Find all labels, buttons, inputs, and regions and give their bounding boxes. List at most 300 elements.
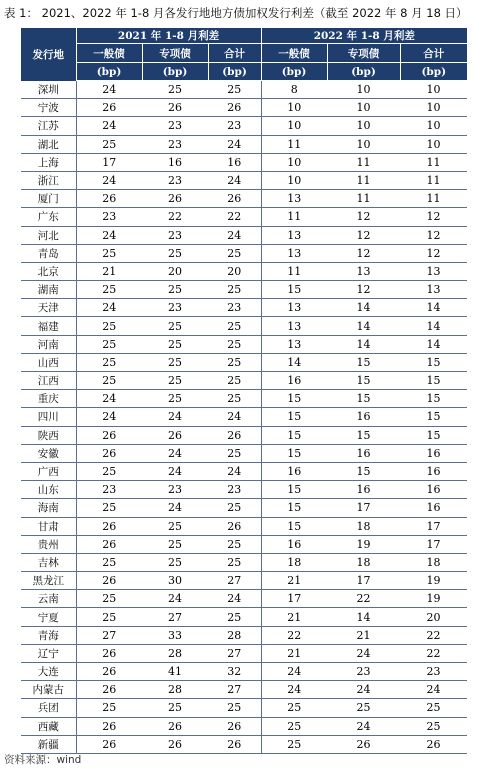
cell-2022-total: 14 <box>400 317 467 335</box>
cell-2021-general: 25 <box>76 699 142 717</box>
cell-2021-special: 24 <box>142 444 208 462</box>
cell-region: 新疆 <box>21 735 76 753</box>
table-row <box>21 390 467 408</box>
cell-2022-total: 15 <box>400 390 467 408</box>
cell-2022-general: 16 <box>261 372 327 390</box>
cell-region: 四川 <box>21 408 76 426</box>
cell-region: 浙江 <box>21 171 76 189</box>
table-row <box>21 644 467 662</box>
cell-2021-special: 27 <box>142 608 208 626</box>
cell-region: 西藏 <box>21 717 76 735</box>
cell-2021-special: 25 <box>142 699 208 717</box>
cell-2022-total: 15 <box>400 372 467 390</box>
cell-2021-general: 25 <box>76 244 142 262</box>
cell-2022-general: 10 <box>261 117 327 135</box>
cell-2022-general: 13 <box>261 190 327 208</box>
cell-2022-total: 11 <box>400 171 467 189</box>
cell-2021-general: 25 <box>76 462 142 480</box>
table-row <box>21 481 467 499</box>
cell-2022-total: 16 <box>400 481 467 499</box>
cell-region: 江苏 <box>21 117 76 135</box>
cell-region: 湖南 <box>21 281 76 299</box>
cell-2021-special: 33 <box>142 626 208 644</box>
cell-2022-special: 25 <box>327 699 400 717</box>
cell-2022-total: 13 <box>400 281 467 299</box>
cell-2021-total: 25 <box>208 81 261 99</box>
table-row <box>21 372 467 390</box>
table-row <box>21 517 467 535</box>
cell-region: 陕西 <box>21 426 76 444</box>
cell-2022-general: 24 <box>261 681 327 699</box>
table-row <box>21 608 467 626</box>
cell-2021-general: 24 <box>76 171 142 189</box>
cell-2021-general: 27 <box>76 626 142 644</box>
cell-region: 云南 <box>21 590 76 608</box>
cell-2021-general: 21 <box>76 262 142 280</box>
cell-2021-total: 24 <box>208 462 261 480</box>
cell-2022-total: 14 <box>400 335 467 353</box>
cell-region: 辽宁 <box>21 644 76 662</box>
cell-2022-total: 16 <box>400 462 467 480</box>
table-row <box>21 735 467 753</box>
cell-2022-total: 11 <box>400 190 467 208</box>
cell-2022-special: 16 <box>327 481 400 499</box>
cell-2022-total: 12 <box>400 208 467 226</box>
table-row <box>21 153 467 171</box>
cell-2022-total: 15 <box>400 426 467 444</box>
table-row <box>21 626 467 644</box>
cell-region: 黑龙江 <box>21 572 76 590</box>
cell-2021-total: 25 <box>208 335 261 353</box>
cell-2022-general: 15 <box>261 481 327 499</box>
cell-region: 河北 <box>21 226 76 244</box>
cell-2022-special: 14 <box>327 299 400 317</box>
cell-2022-total: 16 <box>400 444 467 462</box>
cell-2022-total: 15 <box>400 408 467 426</box>
cell-2021-special: 23 <box>142 481 208 499</box>
cell-2022-total: 10 <box>400 117 467 135</box>
cell-2021-total: 24 <box>208 171 261 189</box>
cell-2022-special: 10 <box>327 135 400 153</box>
cell-2022-general: 11 <box>261 208 327 226</box>
table-row <box>21 663 467 681</box>
cell-2021-general: 26 <box>76 535 142 553</box>
cell-2021-total: 24 <box>208 408 261 426</box>
cell-2022-special: 10 <box>327 99 400 117</box>
cell-2021-general: 25 <box>76 317 142 335</box>
cell-region: 湖北 <box>21 135 76 153</box>
cell-2021-general: 25 <box>76 590 142 608</box>
cell-2021-special: 23 <box>142 171 208 189</box>
cell-region: 河南 <box>21 335 76 353</box>
table-row <box>21 462 467 480</box>
header-group-2022: 2022 年 1-8 月利差 <box>261 28 467 44</box>
cell-2022-general: 25 <box>261 699 327 717</box>
cell-2021-total: 25 <box>208 553 261 571</box>
table-row <box>21 535 467 553</box>
cell-2022-special: 24 <box>327 681 400 699</box>
cell-2021-general: 26 <box>76 644 142 662</box>
cell-2022-special: 14 <box>327 335 400 353</box>
cell-2021-special: 26 <box>142 717 208 735</box>
cell-2022-total: 20 <box>400 608 467 626</box>
cell-2021-general: 26 <box>76 99 142 117</box>
table-row <box>21 99 467 117</box>
cell-2022-general: 10 <box>261 171 327 189</box>
header-2022-total: 合计 <box>400 44 467 63</box>
cell-2021-special: 26 <box>142 190 208 208</box>
cell-2022-special: 23 <box>327 663 400 681</box>
table-row <box>21 281 467 299</box>
table-body <box>21 81 467 754</box>
cell-2021-total: 25 <box>208 281 261 299</box>
cell-2021-special: 41 <box>142 663 208 681</box>
table-row <box>21 499 467 517</box>
cell-2021-general: 24 <box>76 226 142 244</box>
cell-2022-general: 17 <box>261 590 327 608</box>
cell-2021-special: 25 <box>142 372 208 390</box>
cell-2021-special: 23 <box>142 299 208 317</box>
cell-2021-general: 25 <box>76 353 142 371</box>
cell-2022-general: 14 <box>261 353 327 371</box>
cell-2021-special: 25 <box>142 517 208 535</box>
table-caption: 表 1： 2021、2022 年 1-8 月各发行地地方债加权发行利差（截至 2022 年 8 月 18 日） <box>4 6 468 20</box>
cell-2021-special: 26 <box>142 99 208 117</box>
cell-2021-special: 25 <box>142 81 208 99</box>
cell-2022-general: 11 <box>261 135 327 153</box>
table-row <box>21 117 467 135</box>
header-unit: (bp) <box>261 63 327 81</box>
cell-2021-total: 23 <box>208 299 261 317</box>
table-row <box>21 444 467 462</box>
cell-region: 深圳 <box>21 81 76 99</box>
cell-region: 福建 <box>21 317 76 335</box>
cell-2022-total: 26 <box>400 735 467 753</box>
cell-2022-special: 13 <box>327 262 400 280</box>
cell-2022-general: 13 <box>261 317 327 335</box>
cell-2022-total: 25 <box>400 717 467 735</box>
cell-2021-general: 23 <box>76 208 142 226</box>
cell-2021-special: 25 <box>142 390 208 408</box>
table-row <box>21 699 467 717</box>
table-row <box>21 171 467 189</box>
cell-2021-total: 24 <box>208 590 261 608</box>
cell-2021-special: 28 <box>142 681 208 699</box>
header-2021-total: 合计 <box>208 44 261 63</box>
cell-2021-general: 25 <box>76 553 142 571</box>
cell-2021-total: 26 <box>208 99 261 117</box>
cell-2022-special: 24 <box>327 644 400 662</box>
table-row <box>21 226 467 244</box>
table-row <box>21 244 467 262</box>
table-row <box>21 717 467 735</box>
cell-region: 兵团 <box>21 699 76 717</box>
cell-2021-total: 16 <box>208 153 261 171</box>
cell-2021-general: 23 <box>76 481 142 499</box>
cell-2022-special: 18 <box>327 553 400 571</box>
cell-2021-total: 22 <box>208 208 261 226</box>
cell-2021-total: 25 <box>208 499 261 517</box>
cell-2022-special: 14 <box>327 608 400 626</box>
spread-table <box>21 28 467 754</box>
cell-2021-special: 24 <box>142 408 208 426</box>
cell-2021-total: 20 <box>208 262 261 280</box>
cell-region: 甘肃 <box>21 517 76 535</box>
header-2021-special: 专项债 <box>142 44 208 63</box>
cell-2022-general: 13 <box>261 244 327 262</box>
cell-region: 江西 <box>21 372 76 390</box>
cell-2021-special: 23 <box>142 135 208 153</box>
cell-2022-special: 22 <box>327 590 400 608</box>
cell-region: 宁夏 <box>21 608 76 626</box>
cell-2022-general: 13 <box>261 299 327 317</box>
header-unit: (bp) <box>327 63 400 81</box>
cell-2022-total: 22 <box>400 644 467 662</box>
cell-2022-general: 24 <box>261 663 327 681</box>
cell-2021-general: 24 <box>76 81 142 99</box>
cell-2022-general: 10 <box>261 99 327 117</box>
table-row <box>21 335 467 353</box>
cell-2021-total: 25 <box>208 608 261 626</box>
cell-2021-general: 24 <box>76 299 142 317</box>
cell-2022-total: 18 <box>400 553 467 571</box>
table-row <box>21 681 467 699</box>
table-row <box>21 426 467 444</box>
cell-2021-total: 28 <box>208 626 261 644</box>
table-row <box>21 299 467 317</box>
cell-2021-total: 25 <box>208 444 261 462</box>
cell-2021-total: 27 <box>208 644 261 662</box>
cell-2022-total: 23 <box>400 663 467 681</box>
cell-2022-total: 17 <box>400 517 467 535</box>
cell-2021-general: 26 <box>76 572 142 590</box>
cell-2021-general: 26 <box>76 681 142 699</box>
cell-2022-general: 21 <box>261 608 327 626</box>
cell-2022-special: 19 <box>327 535 400 553</box>
cell-2022-total: 19 <box>400 572 467 590</box>
cell-2021-general: 24 <box>76 408 142 426</box>
cell-2021-total: 27 <box>208 681 261 699</box>
cell-region: 海南 <box>21 499 76 517</box>
cell-2022-total: 12 <box>400 226 467 244</box>
cell-2022-special: 24 <box>327 717 400 735</box>
table-row <box>21 317 467 335</box>
cell-2022-special: 17 <box>327 499 400 517</box>
cell-region: 吉林 <box>21 553 76 571</box>
cell-2021-special: 25 <box>142 335 208 353</box>
cell-region: 重庆 <box>21 390 76 408</box>
cell-2021-total: 23 <box>208 117 261 135</box>
cell-2021-total: 24 <box>208 135 261 153</box>
cell-2022-special: 21 <box>327 626 400 644</box>
cell-2022-special: 18 <box>327 517 400 535</box>
cell-2021-general: 24 <box>76 117 142 135</box>
cell-2022-total: 10 <box>400 99 467 117</box>
cell-2022-total: 11 <box>400 153 467 171</box>
cell-2022-general: 8 <box>261 81 327 99</box>
cell-2021-total: 26 <box>208 717 261 735</box>
cell-2021-general: 26 <box>76 735 142 753</box>
cell-region: 山西 <box>21 353 76 371</box>
table-row <box>21 262 467 280</box>
cell-2021-special: 22 <box>142 208 208 226</box>
cell-2021-general: 25 <box>76 135 142 153</box>
header-group-2021: 2021 年 1-8 月利差 <box>76 28 261 44</box>
cell-2022-special: 12 <box>327 226 400 244</box>
cell-2022-special: 17 <box>327 572 400 590</box>
cell-2021-special: 24 <box>142 590 208 608</box>
cell-2022-general: 15 <box>261 426 327 444</box>
table-row <box>21 353 467 371</box>
cell-2021-special: 20 <box>142 262 208 280</box>
cell-2022-total: 10 <box>400 135 467 153</box>
table-row <box>21 190 467 208</box>
cell-region: 内蒙古 <box>21 681 76 699</box>
cell-2022-general: 15 <box>261 408 327 426</box>
cell-region: 天津 <box>21 299 76 317</box>
cell-2021-total: 26 <box>208 517 261 535</box>
table-row <box>21 135 467 153</box>
cell-2021-total: 25 <box>208 535 261 553</box>
header-unit: (bp) <box>400 63 467 81</box>
cell-2021-special: 23 <box>142 226 208 244</box>
cell-2021-total: 24 <box>208 226 261 244</box>
cell-2021-general: 25 <box>76 499 142 517</box>
cell-2021-general: 24 <box>76 390 142 408</box>
table-row <box>21 553 467 571</box>
source-note: 资料来源：wind <box>4 754 82 766</box>
cell-2022-general: 13 <box>261 226 327 244</box>
cell-2022-special: 11 <box>327 171 400 189</box>
cell-2022-general: 16 <box>261 535 327 553</box>
table-row <box>21 408 467 426</box>
cell-2022-special: 15 <box>327 462 400 480</box>
cell-2022-total: 15 <box>400 353 467 371</box>
cell-2021-total: 23 <box>208 481 261 499</box>
cell-2021-total: 25 <box>208 353 261 371</box>
cell-2022-total: 22 <box>400 626 467 644</box>
cell-2022-total: 16 <box>400 499 467 517</box>
cell-2021-special: 24 <box>142 462 208 480</box>
cell-2021-special: 25 <box>142 553 208 571</box>
cell-2021-general: 17 <box>76 153 142 171</box>
cell-2022-special: 12 <box>327 281 400 299</box>
cell-2021-total: 25 <box>208 244 261 262</box>
cell-2021-special: 23 <box>142 117 208 135</box>
header-2022-general: 一般债 <box>261 44 327 63</box>
cell-2022-general: 21 <box>261 644 327 662</box>
header-2022-special: 专项债 <box>327 44 400 63</box>
table-row <box>21 81 467 99</box>
cell-2021-special: 25 <box>142 535 208 553</box>
cell-2022-general: 15 <box>261 499 327 517</box>
cell-2021-total: 26 <box>208 735 261 753</box>
cell-region: 大连 <box>21 663 76 681</box>
cell-2022-total: 14 <box>400 299 467 317</box>
cell-2022-special: 15 <box>327 353 400 371</box>
cell-2021-special: 25 <box>142 317 208 335</box>
cell-2022-general: 15 <box>261 390 327 408</box>
cell-2021-total: 27 <box>208 572 261 590</box>
cell-2022-general: 22 <box>261 626 327 644</box>
cell-2022-general: 16 <box>261 462 327 480</box>
table-row <box>21 208 467 226</box>
cell-2022-special: 14 <box>327 317 400 335</box>
cell-2022-total: 25 <box>400 699 467 717</box>
cell-2022-general: 25 <box>261 717 327 735</box>
cell-2022-total: 19 <box>400 590 467 608</box>
cell-2022-general: 15 <box>261 517 327 535</box>
cell-2022-special: 15 <box>327 372 400 390</box>
cell-region: 贵州 <box>21 535 76 553</box>
cell-2021-special: 30 <box>142 572 208 590</box>
cell-2021-total: 25 <box>208 699 261 717</box>
cell-2021-special: 26 <box>142 426 208 444</box>
cell-2021-total: 26 <box>208 190 261 208</box>
cell-2022-special: 26 <box>327 735 400 753</box>
cell-region: 北京 <box>21 262 76 280</box>
cell-region: 广西 <box>21 462 76 480</box>
cell-2021-general: 26 <box>76 426 142 444</box>
cell-2022-special: 16 <box>327 408 400 426</box>
cell-2021-general: 25 <box>76 335 142 353</box>
cell-2022-total: 10 <box>400 81 467 99</box>
cell-2022-special: 15 <box>327 390 400 408</box>
cell-2021-general: 26 <box>76 517 142 535</box>
cell-2022-total: 24 <box>400 681 467 699</box>
cell-2021-total: 32 <box>208 663 261 681</box>
cell-2021-general: 26 <box>76 444 142 462</box>
cell-2022-special: 15 <box>327 426 400 444</box>
cell-2021-special: 25 <box>142 353 208 371</box>
cell-2022-special: 16 <box>327 444 400 462</box>
cell-2021-special: 16 <box>142 153 208 171</box>
cell-region: 山东 <box>21 481 76 499</box>
header-unit: (bp) <box>142 63 208 81</box>
cell-2022-total: 13 <box>400 262 467 280</box>
cell-2022-total: 17 <box>400 535 467 553</box>
cell-2021-general: 25 <box>76 281 142 299</box>
cell-region: 安徽 <box>21 444 76 462</box>
header-unit: (bp) <box>76 63 142 81</box>
header-unit: (bp) <box>208 63 261 81</box>
cell-2021-special: 24 <box>142 499 208 517</box>
cell-2022-general: 25 <box>261 735 327 753</box>
cell-2021-total: 25 <box>208 317 261 335</box>
cell-2022-general: 15 <box>261 281 327 299</box>
cell-2021-general: 25 <box>76 372 142 390</box>
table-header <box>21 28 467 81</box>
cell-2022-general: 15 <box>261 444 327 462</box>
cell-2022-general: 13 <box>261 335 327 353</box>
table-row <box>21 572 467 590</box>
cell-2021-total: 26 <box>208 426 261 444</box>
cell-2021-general: 26 <box>76 717 142 735</box>
cell-2022-special: 11 <box>327 190 400 208</box>
cell-2021-total: 25 <box>208 372 261 390</box>
cell-2022-general: 21 <box>261 572 327 590</box>
cell-2022-special: 10 <box>327 117 400 135</box>
cell-region: 宁波 <box>21 99 76 117</box>
cell-2022-special: 11 <box>327 153 400 171</box>
cell-2022-total: 12 <box>400 244 467 262</box>
cell-2021-general: 26 <box>76 663 142 681</box>
cell-region: 厦门 <box>21 190 76 208</box>
cell-2022-general: 18 <box>261 553 327 571</box>
cell-2021-special: 26 <box>142 735 208 753</box>
cell-2021-general: 26 <box>76 190 142 208</box>
header-region: 发行地 <box>21 28 76 81</box>
